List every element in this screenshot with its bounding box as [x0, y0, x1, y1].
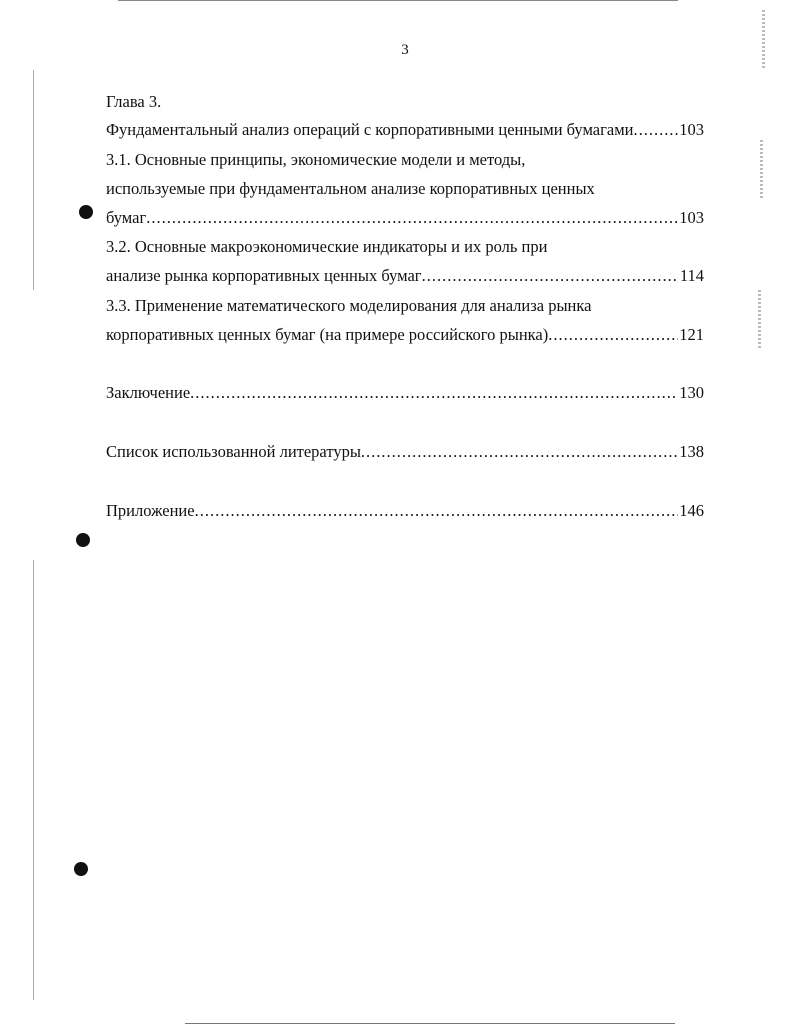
toc-entry-chapter-title: [106, 120, 704, 140]
dot-leader: [422, 266, 679, 286]
toc-entry-page: 114: [679, 266, 704, 285]
scan-artifact-left: [33, 560, 34, 1000]
toc-entry-bibliography: [106, 442, 704, 462]
toc-entry-page: 138: [679, 442, 704, 461]
toc-entry-page: 146: [679, 501, 704, 520]
dot-leader: [146, 208, 678, 228]
toc-entry-page: 103: [679, 208, 704, 227]
toc-entry-3-2-line1: 3.2. Основные макроэкономические индикаторы и их роль при: [106, 237, 548, 256]
toc-entry-3-1-line1: 3.1. Основные принципы, экономические модели и методы,: [106, 150, 526, 169]
toc-entry-3-1-line3: [106, 208, 704, 228]
punch-hole-mark: [76, 533, 90, 547]
toc-entry-3-3-line1: 3.3. Применение математического моделирования для анализа рынка: [106, 296, 592, 315]
toc-entry-page: 121: [679, 325, 704, 344]
toc-entry-text: Заключение: [106, 383, 191, 402]
toc-entry-page: 130: [679, 383, 704, 402]
scan-edge-top: [118, 0, 678, 1]
toc-entry-text: бумаг: [106, 208, 147, 227]
dot-leader: [361, 442, 678, 462]
toc-entry-text: корпоративных ценных бумаг (на примере российского рынка): [106, 325, 549, 344]
toc-entry-page: 103: [679, 120, 704, 139]
toc-entry-conclusion: [106, 383, 704, 403]
scan-artifact-right: [758, 290, 761, 350]
toc-entry-text: анализе рынка корпоративных ценных бумаг: [106, 266, 422, 285]
toc-entry-3-1-line2: используемые при фундаментальном анализе корпоративных ценных: [106, 179, 595, 198]
scan-artifact-right: [760, 140, 763, 200]
chapter-heading: Глава 3.: [106, 92, 162, 111]
scan-edge-bottom: [185, 1023, 675, 1024]
toc-entry-text: Приложение: [106, 501, 195, 520]
toc-entry-3-3-line2: [106, 325, 704, 345]
dot-leader: [195, 501, 679, 521]
dot-leader: [633, 120, 678, 140]
scan-artifact-right: [762, 10, 765, 70]
page-number: 3: [401, 42, 409, 58]
toc-entry-text: Список использованной литературы: [106, 442, 361, 461]
toc-entry-appendix: [106, 501, 704, 521]
punch-hole-mark: [74, 862, 88, 876]
punch-hole-mark: [79, 205, 93, 219]
scan-artifact-left: [33, 70, 34, 290]
dot-leader: [190, 383, 678, 403]
dot-leader: [548, 325, 678, 345]
toc-entry-3-2-line2: [106, 266, 704, 286]
toc-entry-text: Фундаментальный анализ операций с корпоративными ценными бумагами: [106, 120, 634, 139]
